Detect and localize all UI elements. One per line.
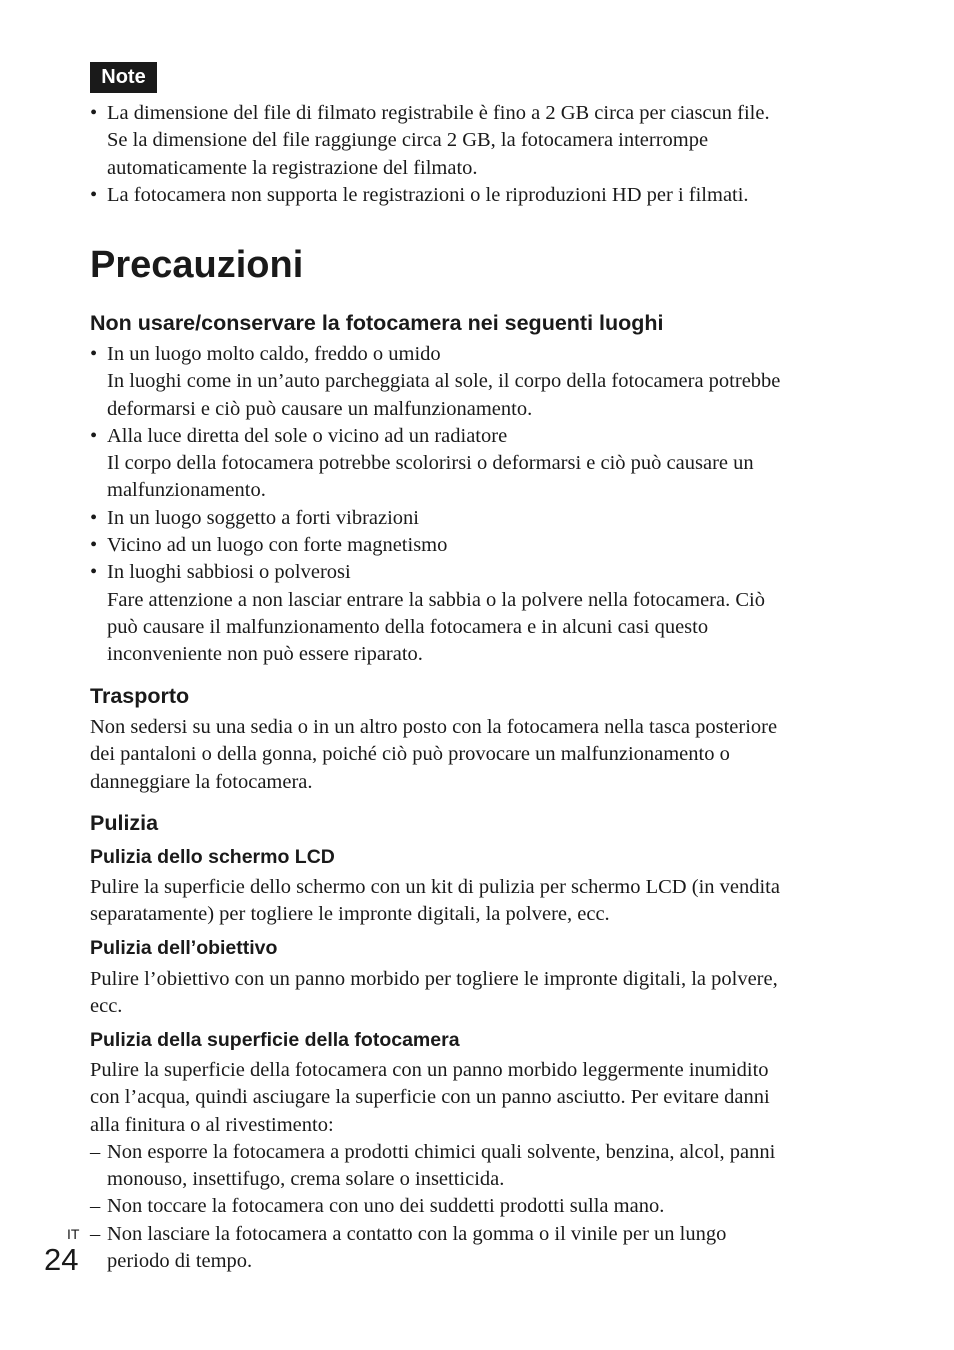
text-line: Il corpo della fotocamera potrebbe scolorirsi o deformarsi e ciò può causare un [107,452,754,475]
transport-heading: Trasporto [90,684,190,708]
text-line: In un luogo soggetto a forti vibrazioni [107,506,419,529]
text-line: In luoghi sabbiosi o polverosi [107,561,351,584]
text-line: Alla luce diretta del sole o vicino ad un radiatore [107,424,508,447]
text-line: malfunzionamento. [107,479,266,502]
text-line: La fotocamera non supporta le registrazioni o le riproduzioni HD per i filmati. [107,183,749,206]
places-list [90,341,860,669]
bullet-mark: • [90,534,98,557]
list-item [90,559,860,668]
text-line: con l’acqua, quindi asciugare la superficie con un panno asciutto. Per evitare danni [90,1086,770,1109]
text-line: periodo di tempo. [107,1250,253,1273]
bullet-mark: • [90,506,98,529]
dash-mark: – [90,1140,101,1163]
text-line: dei pantaloni o della gonna, poiché ciò può provocare un malfunzionamento o [90,743,730,766]
cleaning-heading: Pulizia [90,811,159,835]
text-line: In un luogo molto caldo, freddo o umido [107,343,441,365]
text-line: Non esporre la fotocamera a prodotti chimici quali solvente, benzina, alcol, panni [107,1140,776,1163]
lens-paragraph [90,966,860,1021]
lens-heading: Pulizia dell’obiettivo [90,937,278,959]
text-line: Pulire la superficie dello schermo con un kit di pulizia per schermo LCD (in vendita [90,876,780,898]
text-line: separatamente) per togliere le impronte digitali, la polvere, ecc. [90,903,610,926]
bullet-mark: • [90,102,98,124]
bullet-mark: • [90,424,98,447]
list-item [90,1139,860,1194]
note-item [90,100,870,182]
note-bullets [90,100,870,209]
text-line: Vicino ad un luogo con forte magnetismo [107,534,448,557]
list-item [90,423,860,505]
list-item [90,1221,860,1276]
text-line: danneggiare la fotocamera. [90,770,313,793]
text-line: deformarsi e ciò può causare un malfunzionamento. [107,397,533,420]
bullet-mark: • [90,183,98,206]
places-heading: Non usare/conservare la fotocamera nei seguenti luoghi [90,311,664,335]
text-line: ecc. [90,995,123,1018]
surface-paragraph [90,1057,860,1275]
text-line: alla finitura o al rivestimento: [90,1113,334,1136]
places-bullets [90,341,860,669]
lcd-paragraph [90,874,860,929]
text-line: può causare il malfunzionamento della fotocamera e in alcuni casi questo [107,615,709,638]
note-item [90,182,870,209]
text-line: automaticamente la registrazione del filmato. [107,156,478,179]
dash-mark: – [90,1195,101,1218]
page-title: Precauzioni [90,244,304,286]
text-line: Non lasciare la fotocamera a contatto con la gomma o il vinile per un lungo [107,1222,727,1245]
note-list [90,100,870,209]
list-item [90,532,860,559]
note-badge: Note [90,62,157,93]
bullet-mark: • [90,343,98,365]
list-item [90,341,860,423]
text-line: inconveniente non può essere riparato. [107,643,423,666]
transport-paragraph [90,714,860,796]
text-line: monouso, insettifugo, crema solare o insetticida. [107,1168,505,1191]
surface-dash-list [90,1139,860,1275]
text-line: Pulire l’obiettivo con un panno morbido per togliere le impronte digitali, la polvere, [90,968,778,990]
text-line: Non toccare la fotocamera con uno dei suddetti prodotti sulla mano. [107,1195,665,1218]
list-item [90,1193,860,1220]
bullet-mark: • [90,561,98,584]
list-item [90,505,860,532]
text-line: La dimensione del file di filmato registrabile è fino a 2 GB circa per ciascun file. [107,102,770,124]
text-line: Pulire la superficie della fotocamera con un panno morbido leggermente inumidito [90,1059,769,1081]
page-language: IT [67,1226,80,1242]
dash-mark: – [90,1222,101,1245]
page-number: 24 [44,1242,79,1277]
text-line: In luoghi come in un’auto parcheggiata al sole, il corpo della fotocamera potrebbe [107,370,781,393]
surface-heading: Pulizia della superficie della fotocamera [90,1029,460,1051]
lcd-heading: Pulizia dello schermo LCD [90,846,335,868]
text-line: Fare attenzione a non lasciar entrare la sabbia o la polvere nella fotocamera. Ciò [107,588,765,611]
text-line: Se la dimensione del file raggiunge circa 2 GB, la fotocamera interrompe [107,129,709,152]
text-line: Non sedersi su una sedia o in un altro posto con la fotocamera nella tasca posteriore [90,716,778,738]
